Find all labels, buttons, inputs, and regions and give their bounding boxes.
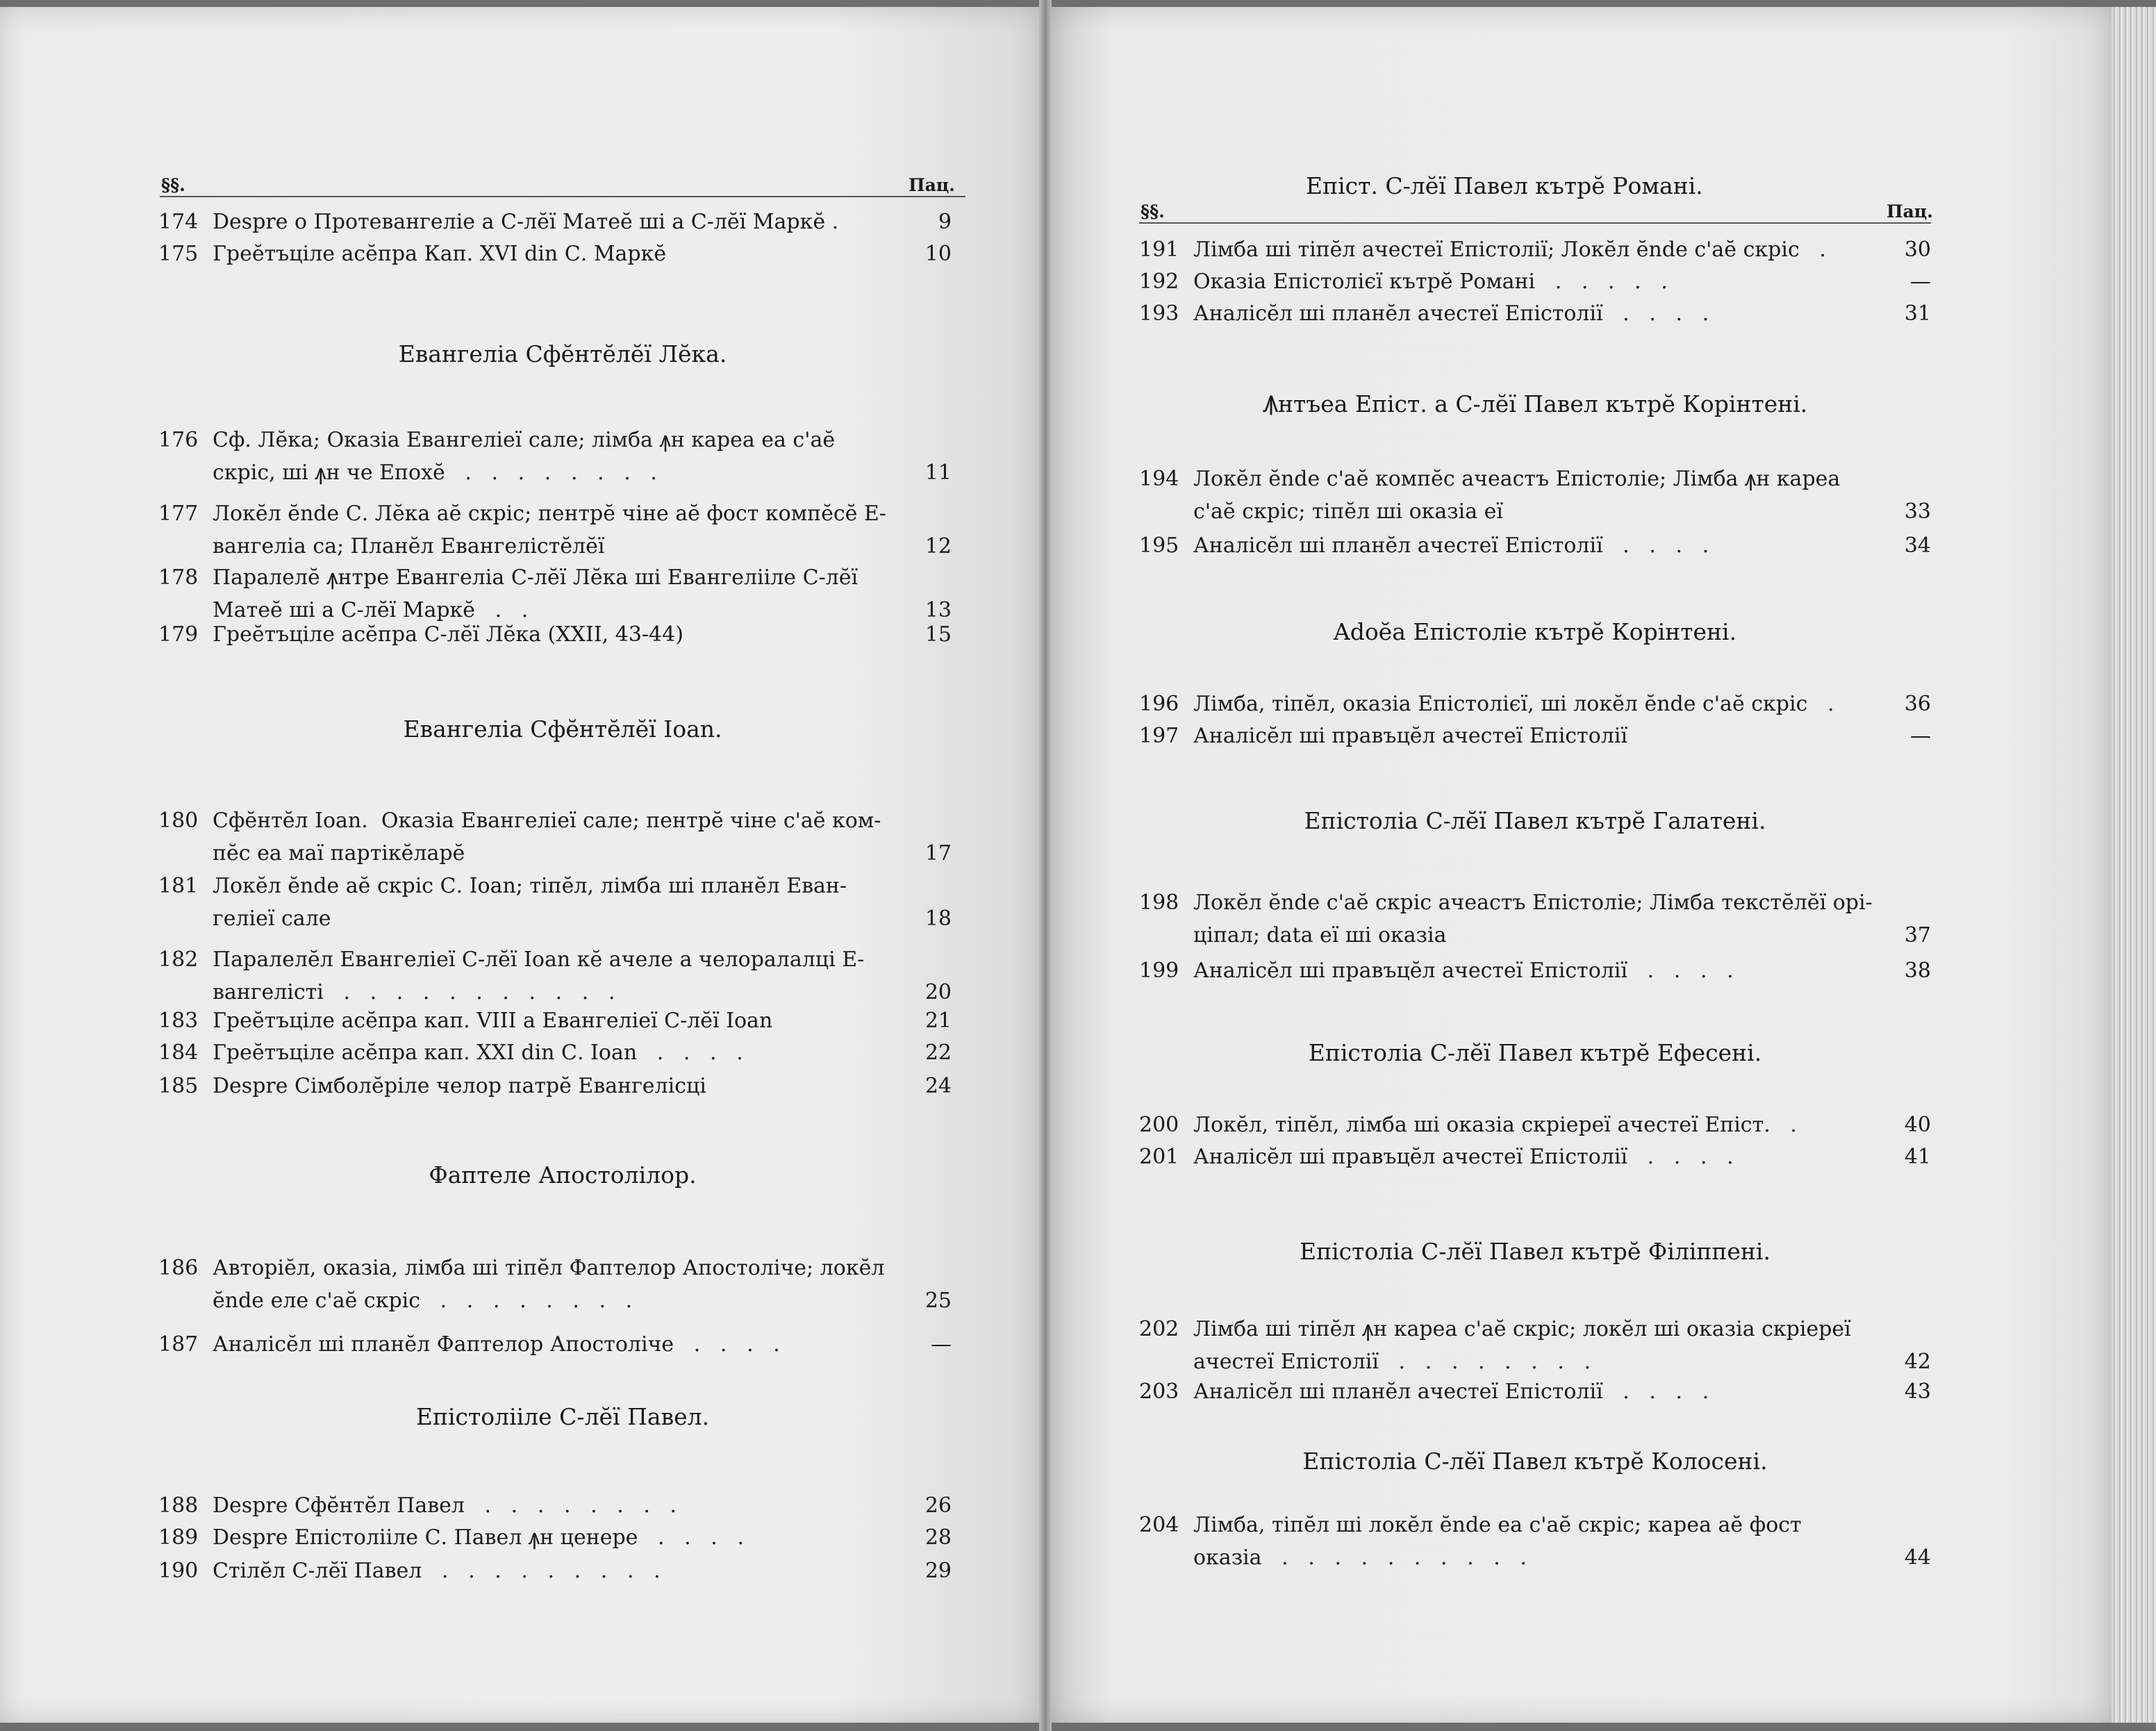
entry-page-number: 37 [1904,923,1931,947]
entry-page-number: 38 [1904,959,1931,983]
entry-page-number: 10 [924,242,952,266]
entry-text-line: Грeӗтъціле асӗпра кап. VIII а Евангеліеї С-лӗї Іоаn [213,1009,773,1033]
entry-number: 182 [158,947,199,972]
toc-entry[interactable] [0,1109,1931,1141]
entry-page-number: 30 [1904,238,1931,262]
entry-number: 199 [1139,959,1179,983]
entry-text-line: Локӗл, тіпӗл, лімба ші оказіа скріереї ачестеї Епіст. . [1193,1113,1797,1137]
entry-number: 198 [1139,891,1179,915]
entry-page-number: 17 [924,841,952,866]
section-title: Епістоліа С-лӗї Павел кътрӗ Філіппені. [1300,1238,1771,1265]
entry-number: 204 [1139,1513,1179,1537]
entry-text-line: геліеї сале [213,906,331,931]
section-title: Евангеліа Сфӗнтӗлӗї Лӗка. [398,340,727,367]
entry-number: 189 [158,1525,199,1550]
entry-number: 196 [1139,692,1179,716]
entry-number: 176 [158,428,199,452]
entry-text-line: с'аӗ скріс; тіпӗл ші оказіа еї [1193,499,1504,524]
entry-text-line: Стілӗл С-лӗї Павел . . . . . . . . . [213,1559,661,1583]
page-column-header: Пац. [1886,201,1933,222]
entry-text-line: оказіа . . . . . . . . . . [1193,1546,1527,1570]
entry-page-number: 26 [924,1493,952,1518]
toc-entry[interactable] [0,1375,1931,1408]
toc-entry[interactable] [0,297,1931,330]
entry-page-number: 36 [1904,692,1931,716]
entry-page-number: 41 [1904,1145,1931,1169]
entry-text-line: Паралелӗл Евангеліеї С-лӗї Іоаn кӗ ачеле а челоралалці Е- [213,947,865,972]
toc-entry[interactable] [0,1252,952,1317]
entry-text-line: Локӗл ӗnde с'аӗ скріс ачеастъ Епістоліе; Лімба текстӗлӗї орі- [1193,891,1873,915]
entry-page-number: 15 [924,622,952,647]
entry-text-line: Despre Епістолііле С. Павел ꙟн ценере . . . . [213,1525,744,1550]
entry-number: 179 [158,622,199,647]
section-title: Евангеліа Сфӗнтӗлӗї Іоаn. [403,715,722,743]
entry-page-number: 13 [924,598,952,622]
section-column-header: §§. [161,175,185,195]
entry-text-line: Despre Сімболӗріле челор патрӗ Евангелісці [213,1074,706,1098]
entry-page-number: 42 [1904,1350,1931,1374]
entry-text-line: ачестеї Епістолії . . . . . . . . [1193,1350,1591,1374]
page-edges [2112,7,2156,1723]
entry-text-line: Оказіа Епістолієї кътрӗ Романі . . . . . [1193,270,1668,294]
entry-page-number: 21 [924,1009,952,1033]
section-title: Епістоліа С-лӗї Павел кътрӗ Колосені. [1302,1448,1768,1475]
section-title: Епістолііле С-лӗї Павел. [415,1403,710,1430]
entry-page-number: 34 [1904,533,1931,558]
entry-text-line: Лімба ші тіпӗл ꙟн кареа с'аӗ скріс; локӗл ші оказіа скріереї [1193,1317,1851,1341]
entry-text-line: Матеӗ ші а С-лӗї Маркӗ . . [213,598,529,622]
entry-number: 192 [1139,270,1179,294]
entry-text-line: Локӗл ӗnde с'аӗ компӗс ачеастъ Епістоліе; Лімба ꙟн кареа [1193,467,1841,491]
toc-entry[interactable] [0,1070,952,1102]
section-column-header: §§. [1141,201,1165,222]
entry-text-line: пӗс еа маї партікӗларӗ [213,841,465,866]
running-title: Епіст. С-лӗї Павел кътрӗ Романі. [1306,172,1703,199]
entry-page-number: — [1910,724,1931,748]
entry-number: 203 [1139,1380,1179,1404]
header-rule [1139,222,1931,224]
page-column-header: Пац. [909,175,955,195]
entry-number: 200 [1139,1113,1179,1137]
entry-page-number: 33 [1904,499,1931,524]
entry-page-number: 29 [924,1559,952,1583]
entry-page-number: 25 [924,1289,952,1313]
entry-text-line: Грeӗтъціле асӗпра Кап. XVI din С. Маркӗ [213,242,667,266]
entry-number: 186 [158,1256,199,1280]
section-title: Епістоліа С-лӗї Павел кътрӗ Ефесені. [1308,1039,1762,1066]
entry-page-number: 24 [924,1074,952,1098]
entry-page-number: 43 [1904,1380,1931,1404]
section-title: Епістоліа С-лӗї Павел кътрӗ Галатені. [1304,807,1766,834]
entry-page-number: 9 [938,210,952,234]
entry-text-line: Сф. Лӗка; Оказіа Евангеліеї сале; лімба ꙟн кареа еа с'аӗ [213,428,836,452]
entry-text-line: Грeӗтъціле асӗпра С-лӗї Лӗка (XXII, 43-44) [213,622,683,647]
entry-number: 201 [1139,1145,1179,1169]
section-title: Ꙟнтъеа Епіст. а С-лӗї Павел кътрӗ Корінтені. [1262,390,1808,417]
toc-entry[interactable] [0,804,952,870]
entry-text-line: Локӗл ӗnde аӗ скріс С. Іоаn; тіпӗл, лімба ші планӗл Еван- [213,874,847,898]
entry-text-line: Аналісӗл ші планӗл ачестеї Епістолії . . . . [1193,1380,1709,1404]
entry-text-line: ціпал; data еї ші оказіа [1193,923,1447,947]
entry-text-line: Аналісӗл ші правъцӗл ачестеї Епістолії . . . . [1193,1145,1734,1169]
entry-number: 178 [158,565,199,590]
entry-text-line: Сфӗнтӗл Іоаn. Оказіа Евангеліеї сале; пентрӗ чіне с'аӗ ком- [213,809,881,833]
entry-number: 187 [158,1332,199,1357]
entry-number: 185 [158,1074,199,1098]
toc-entry[interactable] [0,1004,952,1037]
entry-number: 180 [158,809,199,833]
section-title: Adoӗa Епістоліе кътрӗ Корінтені. [1333,618,1737,645]
entry-number: 202 [1139,1317,1179,1341]
entry-number: 197 [1139,724,1179,748]
entry-text-line: Аналісӗл ші планӗл ачестеї Епістолії . . . . [1193,533,1709,558]
entry-page-number: 44 [1904,1546,1931,1570]
entry-number: 195 [1139,533,1179,558]
entry-number: 177 [158,502,199,526]
section-title: Фаптеле Апостолілор. [429,1161,697,1188]
entry-page-number: — [931,1332,952,1357]
entry-text-line: Despre Сфӗнтӗл Павел . . . . . . . . [213,1493,677,1518]
entry-text-line: Лімба ші тіпӗл ачестеї Епістолії; Локӗл ӗnde с'аӗ скріс . [1193,238,1826,262]
entry-page-number: 28 [924,1525,952,1550]
entry-text-line: Аналісӗл ші правъцӗл ачестеї Епістолії . . . . [1193,959,1734,983]
toc-entry[interactable] [0,1141,1931,1173]
toc-entry[interactable] [0,618,952,651]
entry-text-line: Лімба, тіпӗл ші локӗл ӗnde еа с'аӗ скріс; кареа аӗ фост [1193,1513,1802,1537]
entry-number: 181 [158,874,199,898]
entry-number: 175 [158,242,199,266]
entry-text-line: Лімба, тіпӗл, оказіа Епістолієї, ші локӗл ӗnde с'аӗ скріс . [1193,692,1834,716]
entry-text-line: Аналісӗл ші планӗл Фаптелор Апостоліче . . . . [213,1332,780,1357]
entry-text-line: скріс, ші ꙟн че Епохӗ . . . . . . . . [213,461,657,485]
entry-number: 174 [158,210,199,234]
entry-text-line: Грeӗтъціле асӗпра кап. XXI din С. Іоаn . . . . [213,1041,743,1065]
entry-number: 190 [158,1559,199,1583]
toc-entry[interactable] [0,561,952,627]
entry-text-line: Аналісӗл ші правъцӗл ачестеї Епістолії [1193,724,1628,748]
entry-page-number: 12 [924,534,952,558]
entry-page-number: 40 [1904,1113,1931,1137]
entry-page-number: — [1910,270,1931,294]
entry-number: 194 [1139,467,1179,491]
toc-entry[interactable] [0,265,1931,298]
entry-text-line: Аналісӗл ші планӗл ачестеї Епістолії . . . . [1193,301,1709,326]
entry-number: 191 [1139,238,1179,262]
entry-number: 184 [158,1041,199,1065]
entry-text-line: Паралелӗ ꙟнтре Евангеліа С-лӗї Лӗка ші Евангелііле С-лӗї [213,565,859,590]
toc-entry[interactable] [0,1036,952,1069]
entry-page-number: 18 [924,906,952,931]
entry-text-line: вангеліа са; Планӗл Евангелістӗлӗї [213,534,605,558]
header-rule [160,196,965,197]
entry-text-line: ӗnde еле с'аӗ скріс . . . . . . . . [213,1289,633,1313]
toc-entry[interactable] [0,688,1931,720]
entry-text-line: Авторіӗл, оказіа, лімба ші тіпӗл Фаптелор Апостоліче; локӗл [213,1256,885,1280]
entry-page-number: 11 [924,461,952,485]
entry-number: 193 [1139,301,1179,326]
entry-text-line: вангелісті . . . . . . . . . . . [213,980,615,1004]
entry-page-number: 20 [924,980,952,1004]
entry-page-number: 22 [924,1041,952,1065]
entry-number: 183 [158,1009,199,1033]
entry-text-line: Despre o Протевангеліе а С-лӗї Матеӗ ші а С-лӗї Маркӗ . [213,210,839,234]
entry-number: 188 [158,1493,199,1518]
entry-text-line: Локӗл ӗnde С. Лӗка аӗ скріс; пентрӗ чіне аӗ фост компӗсӗ Е- [213,502,886,526]
entry-page-number: 31 [1904,301,1931,326]
